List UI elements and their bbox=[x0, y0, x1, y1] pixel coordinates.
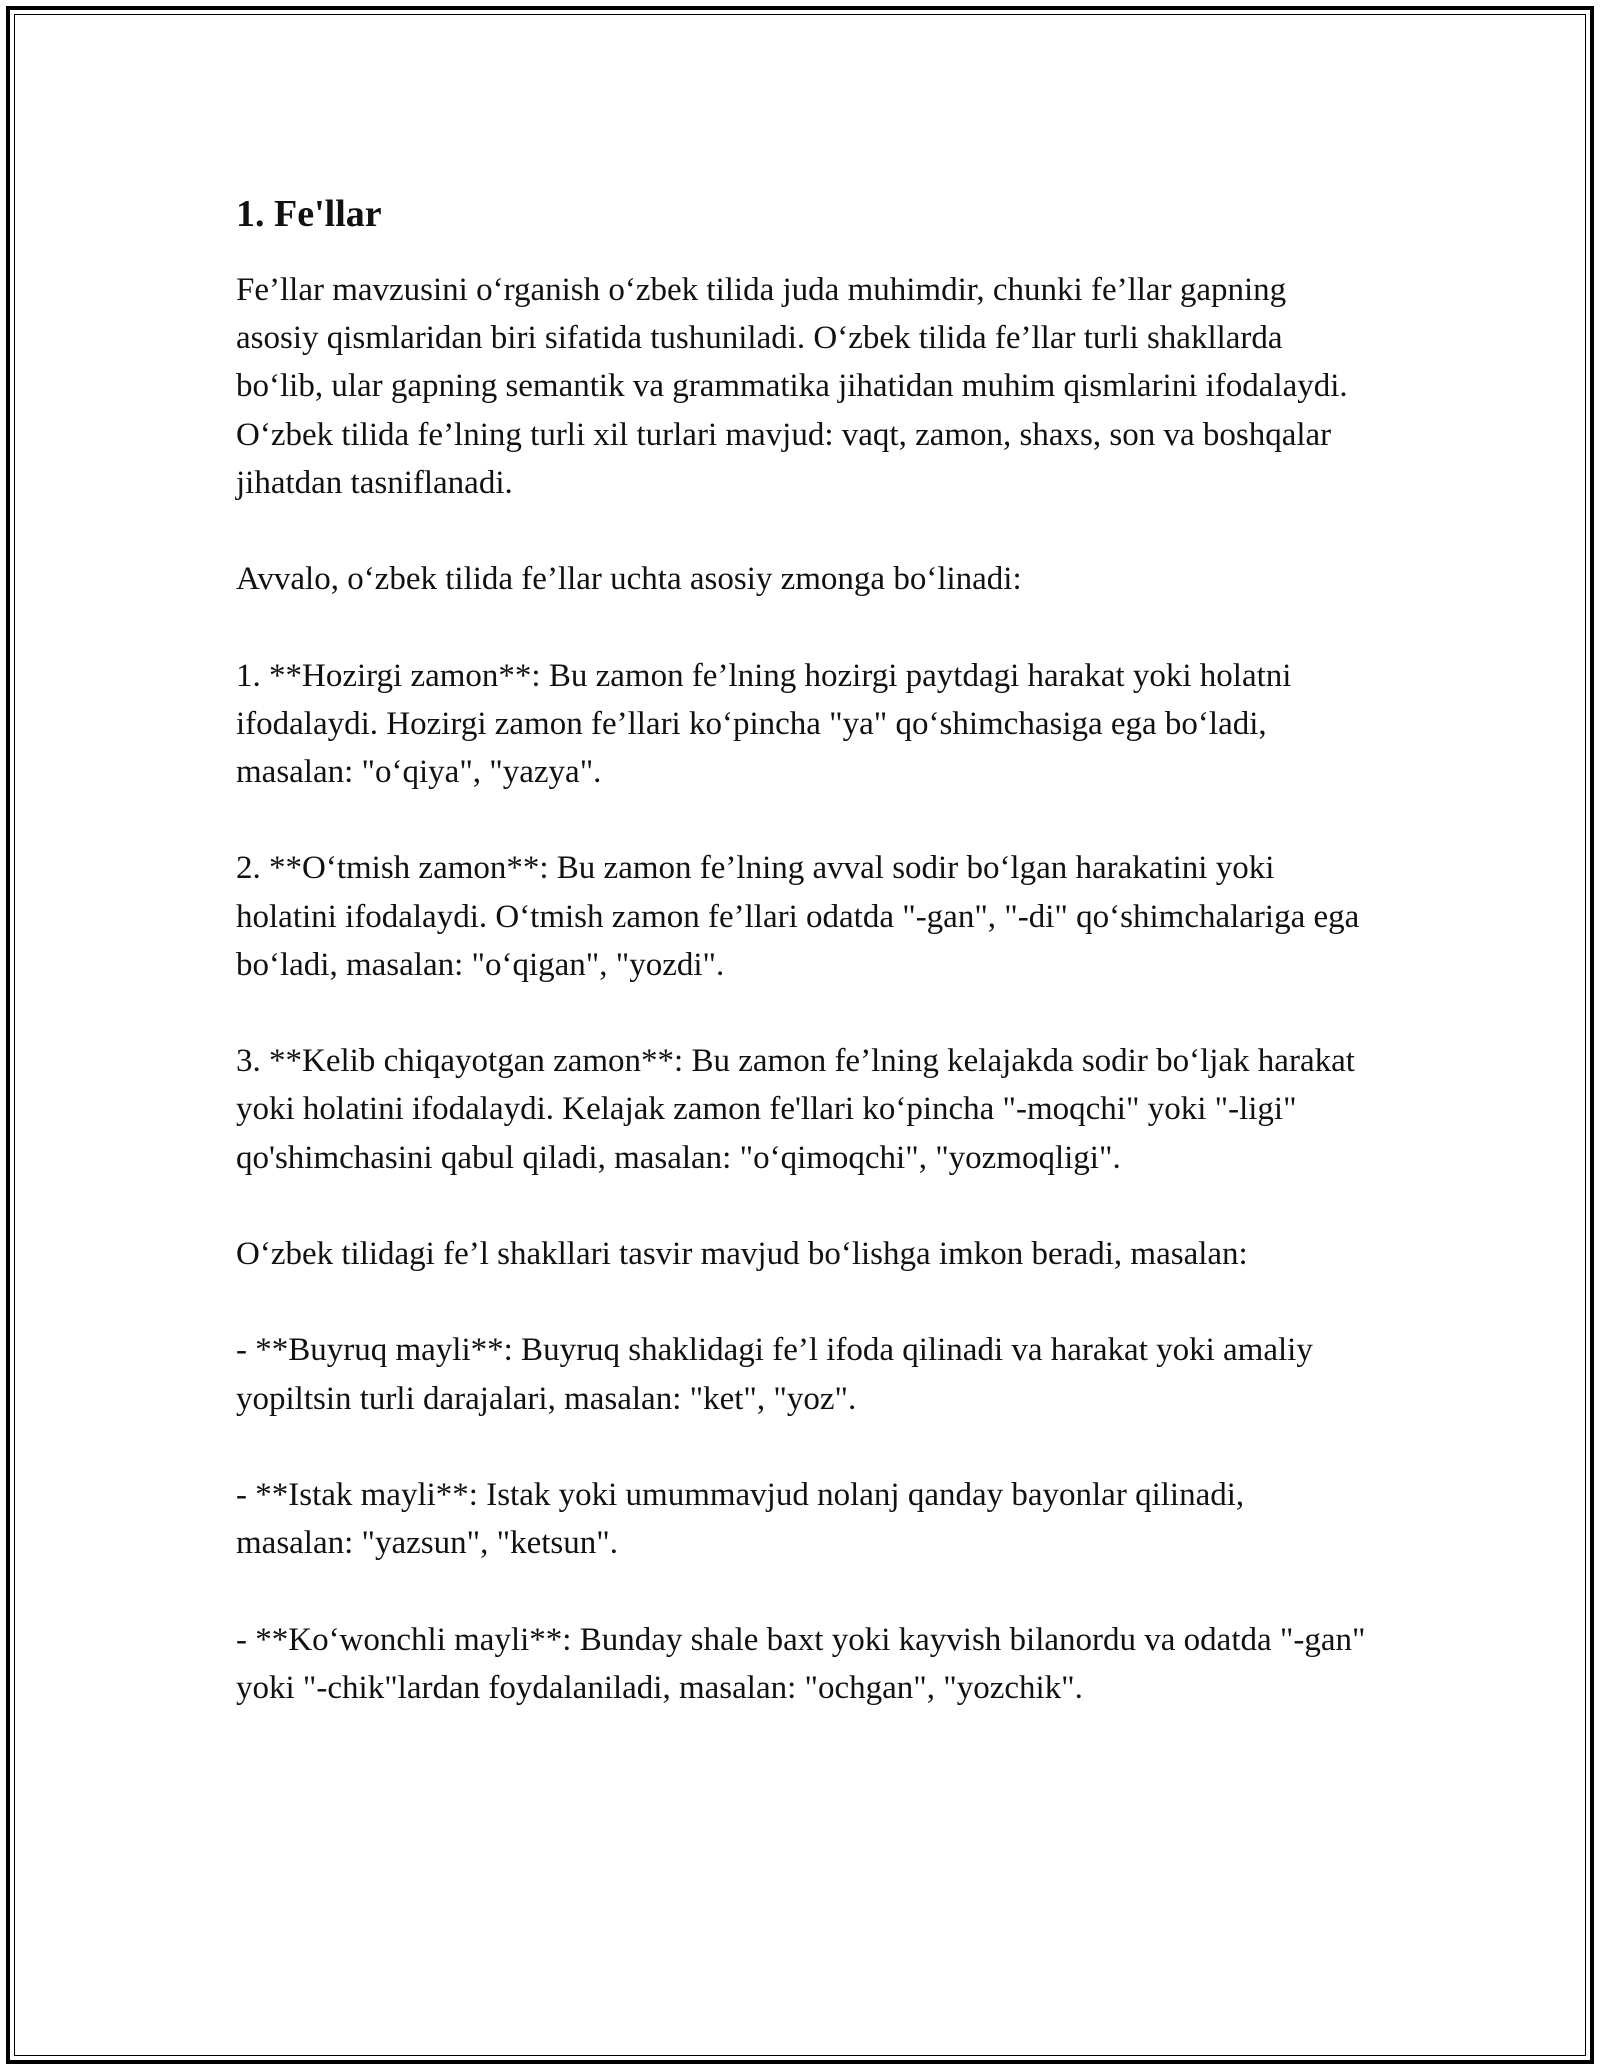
paragraph-present-tense: 1. **Hozirgi zamon**: Bu zamon fe’lning hozirgi paytdagi harakat yoki holatni ifodalaydi. Hozirgi zamon fe’llari ko‘pincha "ya" qo‘shimchasiga ega bo‘ladi, masalan: "o‘qiya", "yazya". bbox=[236, 657, 1292, 790]
document-body bbox=[236, 186, 1366, 1760]
paragraph-future-tense: 3. **Kelib chiqayotgan zamon**: Bu zamon fe’lning kelajakda sodir bo‘ljak harakat yoki holatini ifodalaydi. Kelajak zamon fe'llari ko‘pincha "-moqchi" yoki "-ligi" qo'shimchasini qabul qiladi, masalan: "o‘qimoqchi", "yozmoqligi". bbox=[236, 1043, 1355, 1176]
document-title: 1. Fe'llar bbox=[236, 193, 382, 235]
paragraph-imperative-mood: - **Buyruq mayli**: Buyruq shaklidagi fe’l ifoda qilinadi va harakat yoki amaliy yopiltsin turli darajalari, masalan: "ket", "yoz". bbox=[236, 1332, 1313, 1417]
paragraph-intro: Fe’llar mavzusini o‘rganish o‘zbek tilida juda muhimdir, chunki fe’llar gapning asosiy qismlaridan biri sifatida tushuniladi. O‘zbek tilida fe’llar turli shakllarda bo‘lib, ular gapning semantik va grammatika jihatidan muhim qismlarini ifodalaydi. O‘zbek tilida fe’lning turli xil turlari mavjud: vaqt, zamon, shaxs, son va boshqalar jihatdan tasniflanadi. bbox=[236, 272, 1348, 501]
paragraph-tenses-intro: Avvalo, o‘zbek tilida fe’llar uchta asosiy zmonga bo‘linadi: bbox=[236, 561, 1022, 598]
paragraph-third-mood: - **Ko‘wonchli mayli**: Bunday shale baxt yoki kayvish bilanordu va odatda "-gan" yoki "-chik"lardan foydalaniladi, masalan: "ochgan", "yozchik". bbox=[236, 1621, 1366, 1706]
paragraph-past-tense: 2. **O‘tmish zamon**: Bu zamon fe’lning avval sodir bo‘lgan harakatini yoki holatini ifodalaydi. O‘tmish zamon fe’llari odatda "-gan", "-di" qo‘shimchalariga ega bo‘ladi, masalan: "o‘qigan", "yozdi". bbox=[236, 850, 1360, 983]
paragraph-desire-mood: - **Istak mayli**: Istak yoki umummavjud nolanj qanday bayonlar qilinadi, masalan: "yazsun", "ketsun". bbox=[236, 1476, 1245, 1562]
paragraph-moods-intro: O‘zbek tilidagi fe’l shakllari tasvir mavjud bo‘lishga imkon beradi, masalan: bbox=[236, 1235, 1248, 1272]
